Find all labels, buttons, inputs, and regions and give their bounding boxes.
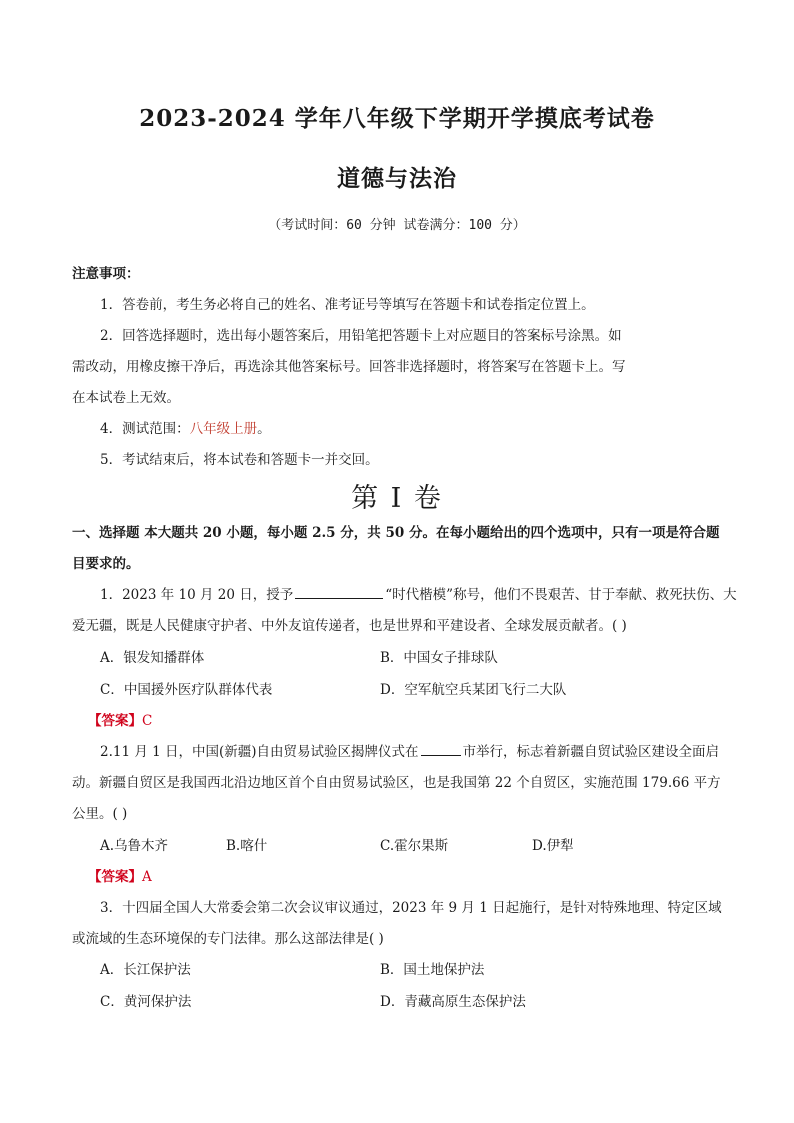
section-title: 第 I 卷 xyxy=(351,483,443,514)
question-1-prefix: 1．2023 年 10 月 20 日，授予 xyxy=(100,587,294,603)
question-2-option-c: C.霍尔果斯 xyxy=(380,838,449,854)
notice-item-4-suffix: 。 xyxy=(257,421,271,437)
notice-item-1: 1．答卷前，考生务必将自己的姓名、准考证号等填写在答题卡和试卷指定位置上。 xyxy=(100,297,595,313)
question-2-prefix: 2.11 月 1 日，中国(新疆)自由贸易试验区揭牌仪式在 xyxy=(100,744,419,760)
notice-item-4 xyxy=(100,417,271,437)
question-1-option-c: C．中国援外医疗队群体代表 xyxy=(100,682,273,698)
question-2-option-b: B.喀什 xyxy=(226,838,268,854)
exam-info: （考试时间：60 分钟 试卷满分：100 分） xyxy=(268,218,526,233)
notice-item-2-line-2: 需改动，用橡皮擦干净后，再选涂其他答案标号。回答非选择题时，将答案写在答题卡上。写 xyxy=(72,359,626,375)
answer-tag: 【答案】 xyxy=(88,713,142,729)
subject-title: 道德与法治 xyxy=(337,165,457,192)
answer-blank xyxy=(295,584,383,599)
answer-value: A xyxy=(142,869,152,885)
notice-item-4-prefix: 4．测试范围： xyxy=(100,421,190,437)
answer-value: C xyxy=(142,713,153,729)
section-intro-line-2: 目要求的。 xyxy=(72,556,140,572)
answer-tag: 【答案】 xyxy=(88,869,142,885)
question-3-line-2: 或流域的生态环境保的专门法律。那么这部法律是( ) xyxy=(72,931,384,947)
notice-item-5: 5．考试结束后，将本试卷和答题卡一并交回。 xyxy=(100,452,379,468)
notice-heading: 注意事项： xyxy=(72,266,140,282)
section-intro-line-1: 一、选择题 本大题共 20 小题，每小题 2.5 分，共 50 分。在每小题给出的四个选项中，只有一项是符合题 xyxy=(72,525,720,541)
exam-title: 2023-2024 学年八年级下学期开学摸底考试卷 xyxy=(139,105,655,132)
question-3-option-b: B．国土地保护法 xyxy=(380,962,485,978)
question-1-option-a: A．银发知播群体 xyxy=(100,650,205,666)
question-3-option-c: C．黄河保护法 xyxy=(100,994,192,1010)
question-2-suffix: 市举行，标志着新疆自贸试验区建设全面启 xyxy=(462,744,720,760)
question-2-answer xyxy=(88,865,152,885)
question-1-line-2: 爱无疆，既是人民健康守护者、中外友谊传递者，也是世界和平建设者、全球发展贡献者。( ) xyxy=(72,618,627,634)
question-2-line-3: 公里。( ) xyxy=(72,806,128,822)
question-2-line-2: 动。新疆自贸区是我国西北沿边地区首个自由贸易试验区，也是我国第 22 个自贸区，实施范围 179.66 平方 xyxy=(72,775,721,791)
test-scope: 八年级上册 xyxy=(189,421,258,437)
question-1-line-1 xyxy=(100,583,737,603)
question-2-line-1 xyxy=(100,740,719,760)
question-1-answer xyxy=(88,709,152,729)
notice-item-2-line-3: 在本试卷上无效。 xyxy=(72,390,180,406)
question-2-option-a: A.乌鲁木齐 xyxy=(100,838,169,854)
question-3-option-d: D．青藏高原生态保护法 xyxy=(380,994,526,1010)
question-2-option-d: D.伊犁 xyxy=(532,838,574,854)
question-3-line-1: 3．十四届全国人大常委会第二次会议审议通过，2023 年 9 月 1 日起施行，是针对特殊地理、特定区域 xyxy=(100,900,722,916)
question-3-option-a: A．长江保护法 xyxy=(100,962,191,978)
notice-item-2-line-1: 2．回答选择题时，选出每小题答案后，用铅笔把答题卡上对应题目的答案标号涂黑。如 xyxy=(100,328,622,344)
question-1-suffix: “时代楷模”称号，他们不畏艰苦、甘于奉献、救死扶伤、大 xyxy=(385,587,737,603)
question-1-option-d: D．空军航空兵某团飞行二大队 xyxy=(380,682,567,698)
answer-blank xyxy=(421,741,461,756)
question-1-option-b: B．中国女子排球队 xyxy=(380,650,498,666)
